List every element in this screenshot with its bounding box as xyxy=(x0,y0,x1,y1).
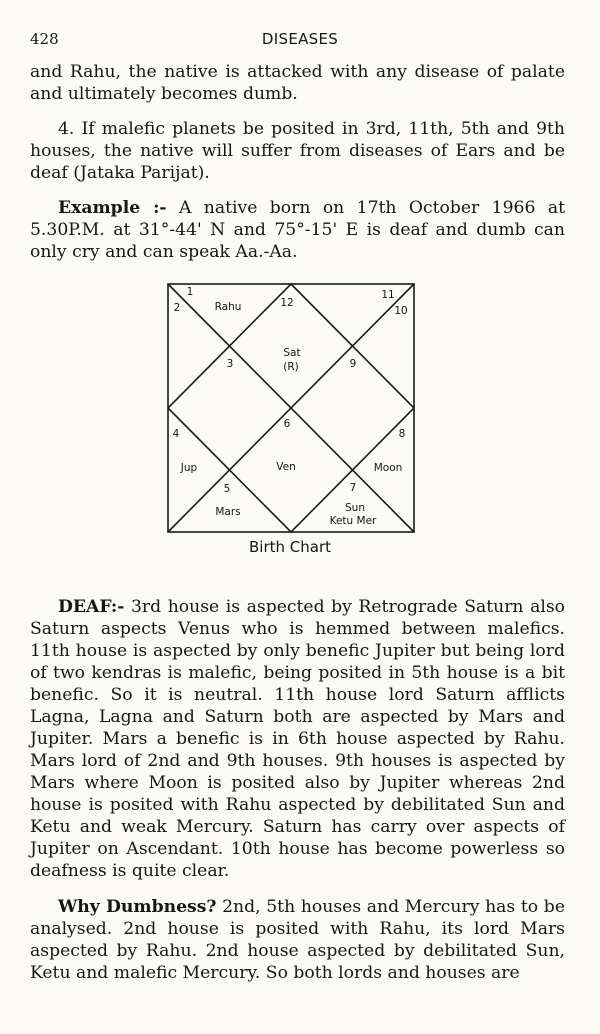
house-number-10: 10 xyxy=(394,305,408,317)
house-number-12: 12 xyxy=(280,297,294,309)
house-number-2: 2 xyxy=(173,302,181,314)
house-number-7: 7 xyxy=(349,482,357,494)
house-number-9: 9 xyxy=(349,358,357,370)
house-number-11: 11 xyxy=(381,289,395,301)
planet-ketu-mercury: Ketu Mer xyxy=(329,515,377,527)
house-number-1: 1 xyxy=(186,286,194,298)
birth-chart xyxy=(166,282,416,534)
example-lead: Example :- xyxy=(58,198,167,218)
planet-rahu: Rahu xyxy=(214,301,242,313)
house-number-8: 8 xyxy=(398,428,406,440)
paragraph-continuation: and Rahu, the native is attacked with any disease of palate and ultimately becomes dumb. xyxy=(30,62,565,104)
house-number-5: 5 xyxy=(223,483,231,495)
planet-sun: Sun xyxy=(345,502,365,514)
dumbness-lead: Why Dumbness? xyxy=(58,897,217,917)
birth-chart-grid xyxy=(166,282,416,534)
page-number: 428 xyxy=(30,30,59,48)
paragraph-example xyxy=(30,197,565,263)
paragraph-rule-4: 4. If malefic planets be posited in 3rd, 11th, 5th and 9th houses, the native will suffer from diseases of Ears and be deaf (Jataka Parijat). xyxy=(30,119,565,183)
house-number-6: 6 xyxy=(283,418,291,430)
deaf-text: 3rd house is aspected by Retrograde Saturn also Saturn aspects Venus who is hemmed between malefics. 11th house is aspected by only benefic Jupiter but being lord of two kendras is malefic, being posited in 5th house is a bit benefic. So it is neutral. 11th house lord Saturn afflicts Lagna, Lagna and Saturn both are aspected by Mars and Jupiter. Mars a benefic is in 6th house aspected by Rahu. Mars lord of 2nd and 9th houses. 9th houses is aspected by Mars where Moon is posited also by Jupiter whereas 2nd house is posited with Rahu aspected by debilitated Sun and Ketu and weak Mercury. Saturn has carry over aspects of Jupiter on Ascendant. 10th house has become powerless so deafness is quite clear. xyxy=(30,597,565,881)
planet-saturn-retrograde: (R) xyxy=(283,361,299,373)
paragraph-deaf xyxy=(30,596,565,882)
dumbness-text: 2nd, 5th houses and Mercury has to be analysed. 2nd house is posited with Rahu, its lord Mars aspected by Rahu. 2nd house aspected by debilitated Sun, Ketu and malefic Mercury. So both lords and houses are xyxy=(30,897,565,983)
chart-caption: Birth Chart xyxy=(248,538,331,556)
planet-jupiter: Jup xyxy=(180,462,198,474)
planet-venus: Ven xyxy=(276,461,296,473)
paragraph-dumbness xyxy=(30,896,565,984)
example-text: A native born on 17th October 1966 at 5.30P.M. at 31°-44' N and 75°-15' E is deaf and dumb can only cry and can speak Aa.-Aa. xyxy=(30,198,565,262)
planet-moon: Moon xyxy=(373,462,403,474)
house-number-4: 4 xyxy=(172,428,180,440)
planet-mars: Mars xyxy=(215,506,241,518)
planet-saturn: Sat xyxy=(283,347,301,359)
house-number-3: 3 xyxy=(226,358,234,370)
running-header: DISEASES xyxy=(261,30,339,48)
deaf-lead: DEAF:- xyxy=(58,597,125,617)
